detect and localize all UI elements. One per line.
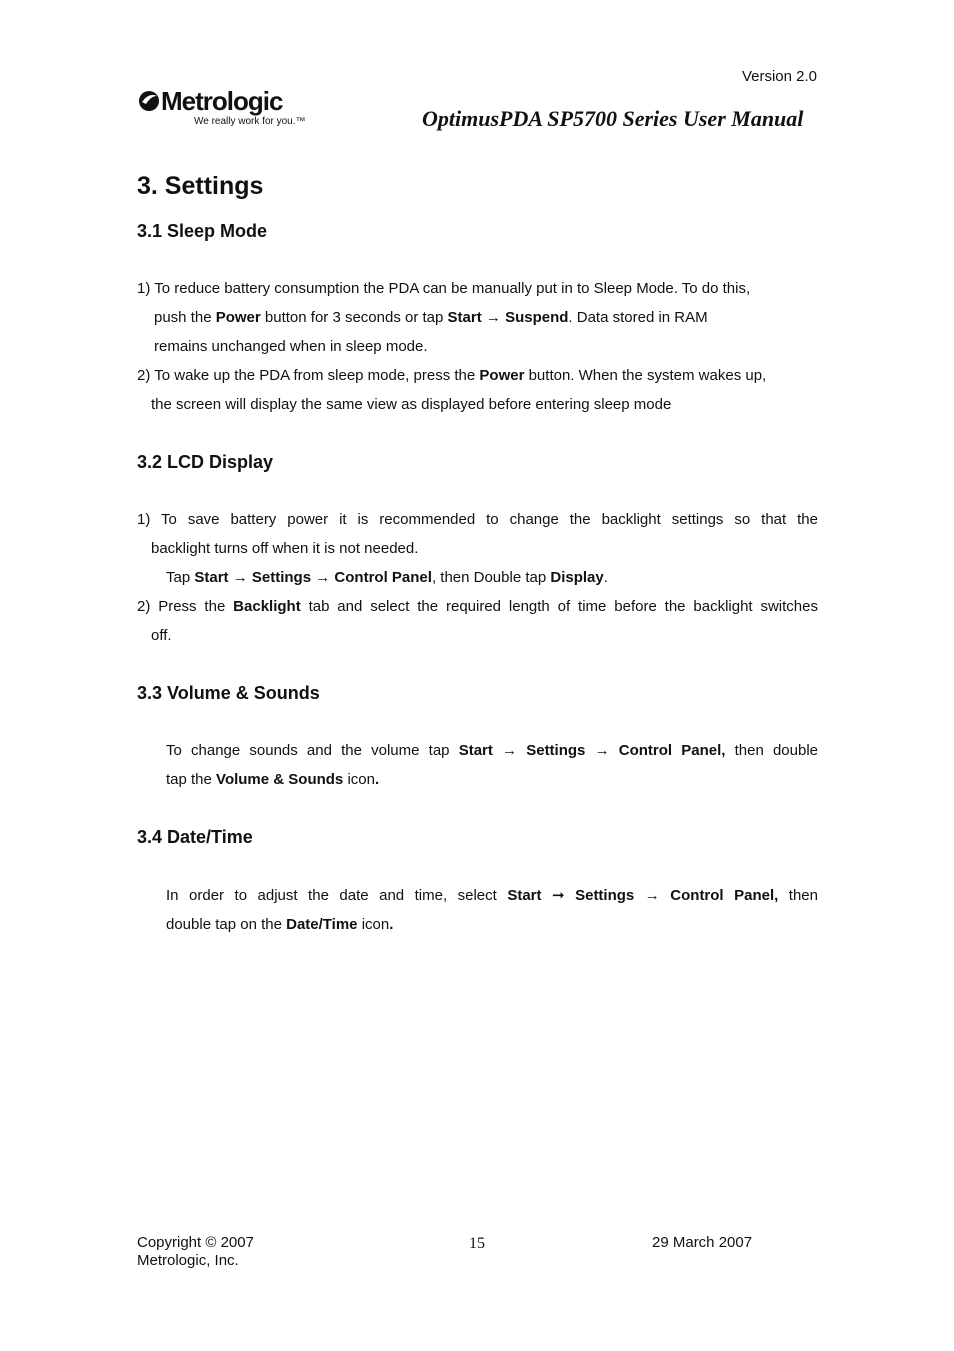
paragraph-line: the screen will display the same view as displayed before entering sleep mode bbox=[151, 396, 672, 413]
paragraph-line: backlight turns off when it is not needed. bbox=[151, 540, 419, 557]
footer-date: 29 March 2007 bbox=[652, 1234, 753, 1251]
section-title-sleep-mode: 3.1 Sleep Mode bbox=[137, 221, 268, 241]
paragraph-line: double tap on the Date/Time icon. bbox=[166, 916, 394, 933]
footer-copyright: Copyright © 2007 Metrologic, Inc. bbox=[137, 1234, 254, 1269]
paragraph-line: push the Power button for 3 seconds or tap Start → Suspend. Data stored in RAM bbox=[154, 309, 708, 326]
paragraph-line: To change sounds and the volume tap Start → Settings → Control Panel, then double bbox=[166, 742, 819, 759]
logo-tagline: We really work for you.™ bbox=[194, 116, 306, 127]
paragraph-line: 1) To save battery power it is recommended to change the backlight settings so that the bbox=[137, 511, 818, 528]
section-title-volume-sounds: 3.3 Volume & Sounds bbox=[137, 683, 320, 703]
paragraph-line: 2) To wake up the PDA from sleep mode, press the Power button. When the system wakes up, bbox=[137, 367, 767, 384]
version-label: Version 2.0 bbox=[741, 68, 817, 85]
paragraph-line: Tap Start → Settings → Control Panel, then Double tap Display. bbox=[166, 569, 608, 586]
paragraph-line: off. bbox=[151, 627, 172, 644]
section-title-date-time: 3.4 Date/Time bbox=[137, 827, 253, 847]
manual-title: OptimusPDA SP5700 Series User Manual bbox=[422, 106, 804, 131]
metrologic-logo bbox=[137, 86, 312, 130]
page-number: 15 bbox=[469, 1235, 485, 1252]
chapter-title: 3. Settings bbox=[137, 172, 264, 200]
paragraph-line: 2) Press the Backlight tab and select the required length of time before the backlight switches bbox=[137, 598, 818, 615]
section-title-lcd-display: 3.2 LCD Display bbox=[137, 452, 274, 472]
paragraph-line: tap the Volume & Sounds icon. bbox=[166, 771, 380, 788]
logo-wordmark: Metrologic bbox=[161, 86, 283, 116]
paragraph-line: 1) To reduce battery consumption the PDA can be manually put in to Sleep Mode. To do this, bbox=[137, 280, 751, 297]
paragraph-line: In order to adjust the date and time, select Start ➞ Settings → Control Panel, then bbox=[166, 887, 818, 904]
paragraph-line: remains unchanged when in sleep mode. bbox=[154, 338, 428, 355]
